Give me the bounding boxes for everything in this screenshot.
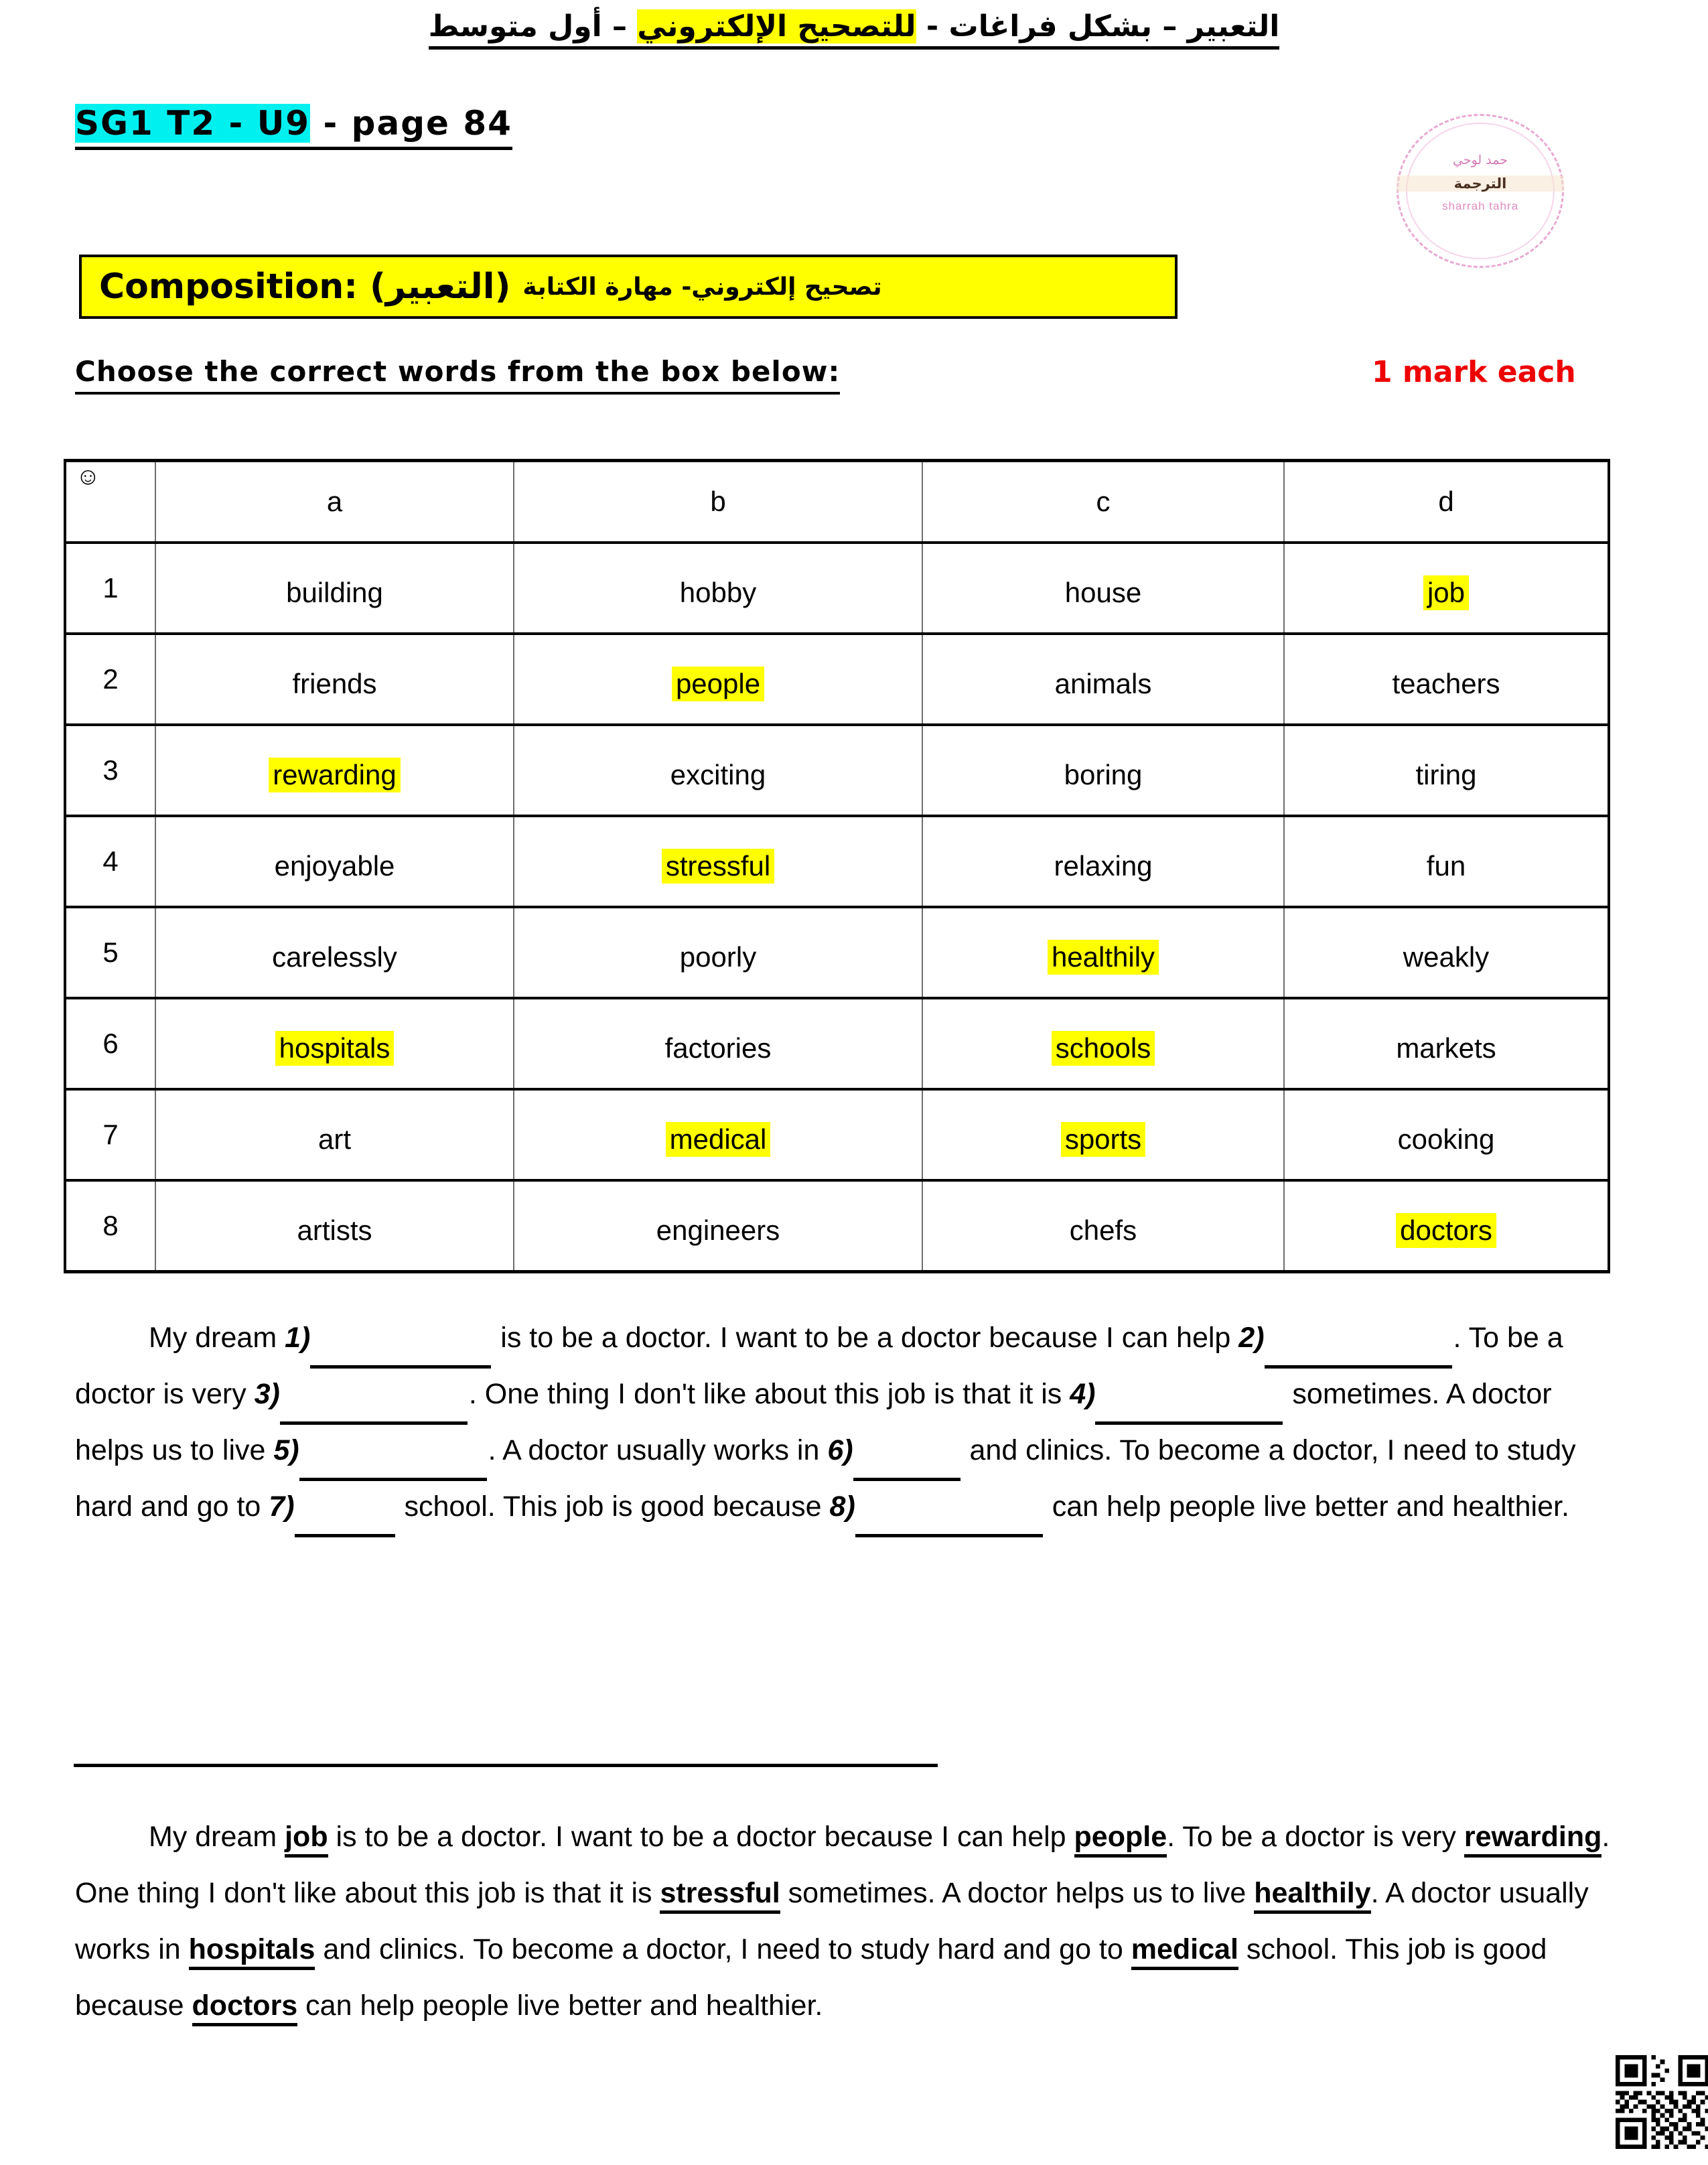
composition-label-en: Composition: (التعبير)	[99, 267, 511, 307]
gap-number-4: 4)	[1070, 1378, 1096, 1410]
stamp-bottom-text: sharrah tahra	[1441, 200, 1519, 212]
option-a-text: building	[286, 577, 383, 608]
gap-blank-5[interactable]	[299, 1478, 487, 1481]
option-d-text: fun	[1426, 850, 1466, 882]
row-number: 4	[65, 816, 155, 907]
option-b[interactable]	[514, 998, 922, 1089]
teacher-stamp	[1397, 114, 1564, 268]
option-b[interactable]	[514, 634, 922, 725]
option-b[interactable]	[514, 725, 922, 816]
table-row	[65, 998, 1609, 1089]
answer-word-3: rewarding	[1464, 1821, 1602, 1858]
option-c[interactable]	[922, 634, 1284, 725]
answer-text-5: sometimes. A doctor helps us to live	[780, 1877, 1255, 1909]
answer-text-3: . To be a doctor is very	[1167, 1821, 1464, 1853]
option-c[interactable]	[922, 816, 1284, 907]
option-c[interactable]	[922, 1089, 1284, 1180]
stamp-top-text: حمد لوحي	[1453, 153, 1508, 167]
option-b[interactable]	[514, 816, 922, 907]
table-header-a: a	[155, 461, 514, 543]
gap-blank-6[interactable]	[853, 1478, 960, 1481]
option-d[interactable]	[1284, 816, 1609, 907]
answer-text-6: . A doctor usually works in	[75, 1877, 1589, 1965]
option-c-text: boring	[1064, 759, 1143, 790]
option-c[interactable]	[922, 907, 1284, 998]
option-c[interactable]	[922, 998, 1284, 1089]
lesson-code-rest: - page 84	[310, 104, 512, 143]
option-c-text: schools	[1052, 1031, 1155, 1066]
gapfill-text-5: sometimes. A doctor helps us to live	[75, 1378, 1552, 1466]
table-header-d: d	[1284, 461, 1609, 543]
option-c-text: house	[1064, 577, 1142, 608]
option-c-text: animals	[1054, 668, 1152, 699]
option-c-text: relaxing	[1054, 850, 1153, 882]
option-a-text: artists	[297, 1214, 372, 1246]
answer-word-2: people	[1074, 1821, 1167, 1858]
option-a[interactable]	[155, 634, 514, 725]
option-a[interactable]	[155, 816, 514, 907]
table-row	[65, 1180, 1609, 1272]
option-d-text: doctors	[1396, 1213, 1496, 1248]
option-a[interactable]	[155, 1089, 514, 1180]
gap-number-1: 1)	[285, 1322, 311, 1354]
answer-text-1: My dream	[149, 1821, 285, 1853]
gap-number-8: 8)	[829, 1490, 855, 1523]
table-row	[65, 816, 1609, 907]
option-b-text: hobby	[679, 577, 757, 608]
table-header-row	[65, 461, 1609, 543]
option-d-text: tiring	[1415, 759, 1477, 790]
row-number: 3	[65, 725, 155, 816]
row-number: 2	[65, 634, 155, 725]
option-b[interactable]	[514, 1180, 922, 1272]
gapfill-text-7: and clinics. To become a doctor, I need to study hard and go to	[75, 1434, 1576, 1523]
gap-blank-4[interactable]	[1095, 1421, 1283, 1425]
smiley-icon: ☺	[65, 461, 155, 543]
option-d-text: markets	[1396, 1032, 1496, 1064]
gapfill-paragraph	[75, 1310, 1616, 1535]
gap-number-3: 3)	[254, 1378, 280, 1410]
option-a[interactable]	[155, 907, 514, 998]
option-d-text: job	[1423, 575, 1469, 610]
option-b-text: medical	[666, 1122, 771, 1157]
table-row	[65, 725, 1609, 816]
answer-word-4: stressful	[660, 1877, 780, 1914]
row-number: 5	[65, 907, 155, 998]
arabic-header-part1: التعبير – بشكل فراغات -	[916, 9, 1280, 44]
row-number: 7	[65, 1089, 155, 1180]
word-choice-table	[64, 459, 1610, 1273]
table-header-c: c	[922, 461, 1284, 543]
row-number: 8	[65, 1180, 155, 1272]
answer-paragraph	[75, 1809, 1616, 2034]
answer-text-7: and clinics. To become a doctor, I need to study hard and go to	[315, 1933, 1131, 1965]
answer-text-8: school. This job is good because	[75, 1933, 1547, 2022]
arabic-header-highlight: للتصحيح الإلكتروني	[637, 9, 916, 44]
gapfill-text-8: school. This job is good because	[396, 1490, 830, 1523]
gap-blank-1[interactable]	[310, 1365, 491, 1369]
qr-code	[1616, 2055, 1708, 2149]
answer-text-9: can help people live better and healthier.	[297, 1989, 823, 2022]
option-d-text: weakly	[1403, 941, 1490, 973]
option-b-text: people	[672, 667, 764, 701]
option-c[interactable]	[922, 543, 1284, 634]
option-b-text: factories	[664, 1032, 772, 1064]
option-a[interactable]	[155, 543, 514, 634]
option-c-text: sports	[1061, 1122, 1145, 1157]
gap-number-7: 7)	[269, 1490, 295, 1523]
table-row	[65, 1089, 1609, 1180]
row-number: 6	[65, 998, 155, 1089]
option-c[interactable]	[922, 1180, 1284, 1272]
arabic-header	[0, 9, 1708, 50]
answer-word-7: medical	[1131, 1933, 1238, 1970]
gapfill-text-1: My dream	[149, 1322, 285, 1354]
gapfill-text-6: . A doctor usually works in	[488, 1434, 828, 1466]
lesson-code-line	[75, 104, 512, 150]
gapfill-text-4: . One thing I don't like about this job is that it is	[468, 1378, 1070, 1410]
option-b[interactable]	[514, 907, 922, 998]
option-d-text: cooking	[1397, 1123, 1495, 1155]
gap-number-2: 2)	[1238, 1322, 1265, 1354]
row-number: 1	[65, 543, 155, 634]
gap-blank-3[interactable]	[280, 1421, 468, 1425]
gap-number-5: 5)	[273, 1434, 299, 1466]
stamp-mid-text: الترجمة	[1397, 176, 1564, 192]
option-a-text: friends	[292, 668, 377, 699]
option-d[interactable]	[1284, 543, 1609, 634]
composition-banner	[79, 255, 1178, 319]
option-d[interactable]	[1284, 1180, 1609, 1272]
option-d[interactable]	[1284, 998, 1609, 1089]
lesson-code-highlight: SG1 T2 - U9	[75, 104, 311, 143]
option-b-text: engineers	[656, 1214, 780, 1246]
answer-text-2: is to be a doctor. I want to be a doctor because I can help	[328, 1821, 1074, 1853]
marks-note: 1 mark each	[1372, 355, 1576, 389]
answer-word-6: hospitals	[189, 1933, 315, 1970]
option-c-text: chefs	[1069, 1214, 1137, 1246]
option-b-text: exciting	[670, 759, 766, 790]
option-b-text: poorly	[679, 941, 757, 973]
option-d[interactable]	[1284, 907, 1609, 998]
gap-blank-2[interactable]	[1265, 1365, 1452, 1369]
gap-blank-8[interactable]	[855, 1534, 1043, 1537]
arabic-header-part2: – أول متوسط	[428, 9, 638, 44]
instruction-text: Choose the correct words from the box below:	[75, 355, 840, 395]
option-d[interactable]	[1284, 1089, 1609, 1180]
answer-word-5: healthily	[1254, 1877, 1370, 1914]
option-a-text: art	[317, 1123, 351, 1155]
table-row	[65, 907, 1609, 998]
option-a-text: hospitals	[275, 1031, 395, 1066]
gap-blank-7[interactable]	[295, 1534, 395, 1537]
option-c-text: healthily	[1048, 940, 1159, 975]
gapfill-text-3: . To be a doctor is very	[75, 1322, 1563, 1410]
option-a-text: enjoyable	[274, 850, 395, 882]
gap-number-6: 6)	[827, 1434, 853, 1466]
answer-word-8: doctors	[192, 1989, 298, 2026]
option-a-text: rewarding	[269, 758, 400, 792]
table-row	[65, 543, 1609, 634]
option-d[interactable]	[1284, 725, 1609, 816]
table-header-b: b	[514, 461, 922, 543]
option-d[interactable]	[1284, 634, 1609, 725]
option-a[interactable]	[155, 725, 514, 816]
composition-label-ar: تصحيح إلكتروني- مهارة الكتابة	[522, 273, 882, 301]
option-c[interactable]	[922, 725, 1284, 816]
table-row	[65, 634, 1609, 725]
option-b[interactable]	[514, 543, 922, 634]
answer-text-4: . One thing I don't like about this job is that it is	[75, 1821, 1610, 1909]
option-a-text: carelessly	[272, 941, 397, 973]
option-b-text: stressful	[662, 849, 774, 884]
option-b[interactable]	[514, 1089, 922, 1180]
gapfill-text-2: is to be a doctor. I want to be a doctor because I can help	[492, 1322, 1239, 1354]
option-a[interactable]	[155, 1180, 514, 1272]
answer-word-1: job	[285, 1821, 328, 1858]
gapfill-text-9: can help people live better and healthier.	[1044, 1490, 1569, 1523]
section-divider	[74, 1764, 938, 1767]
option-d-text: teachers	[1392, 668, 1500, 699]
option-a[interactable]	[155, 998, 514, 1089]
